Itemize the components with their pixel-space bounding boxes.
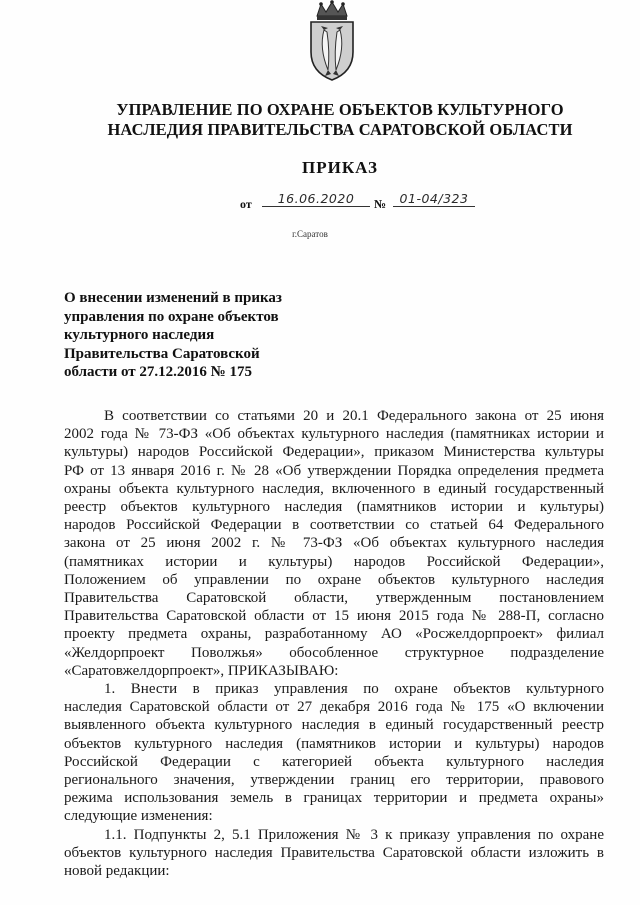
number-value: 01-04/323 [393, 191, 475, 207]
body-line: В соответствии со статьями 20 и 20.1 Федерального закона от 25 июня [104, 408, 604, 424]
body-line: РФ от 13 января 2016 г. № 28 «Об утверждении Порядка определения предмета [64, 462, 604, 479]
agency-name-line: НАСЛЕДИЯ ПРАВИТЕЛЬСТВА САРАТОВСКОЙ ОБЛАСТИ [107, 120, 573, 139]
agency-name [60, 100, 620, 140]
body-line: 1.1. Подпункты 2, 5.1 Приложения № 3 к приказу управления по охране [104, 826, 604, 843]
body-line: 1. Внести в приказ управления по охране объектов культурного [104, 681, 604, 698]
body-line: реестр объектов культурного наследия (памятников истории и культуры) [64, 499, 604, 516]
body-line: Правительства Саратовской области, утвержденным постановлением [64, 590, 604, 607]
body-line: новой редакции: [64, 863, 170, 880]
body-line: закона от 25 июня 2002 г. № 73-ФЗ «Об объектах культурного наследия [64, 535, 604, 552]
subject-line: культурного наследия [64, 327, 215, 344]
subject-line: Правительства Саратовской [64, 345, 260, 362]
saratov-coat-of-arms-icon [297, 0, 367, 82]
city-label: г.Саратов [292, 229, 328, 239]
body-line: Положением об управлении по охране объектов культурного наследия [64, 571, 604, 588]
body-line: «Желдорпроект Поволжья» обособленное структурное подразделение [64, 644, 604, 661]
document-type: ПРИКАЗ [302, 158, 378, 177]
body-line: выявленного объекта культурного наследия в единый государственный реестр [64, 717, 604, 734]
subject-line: области от 27.12.2016 № 175 [64, 364, 252, 381]
body-line: следующие изменения: [64, 808, 213, 825]
date-label: от [240, 197, 252, 211]
body-line: режима использования земель в границах территории и предмета охраны» [64, 790, 604, 807]
body-line: культуры) народов Российской Федерации», приказом Министерства культуры [64, 444, 604, 461]
body-line: проекту предмета охраны, разработанному АО «Росжелдорпроект» филиал [64, 626, 604, 643]
body-line: объектов культурного наследия Правительства Саратовской области изложить в [64, 844, 604, 861]
body-line: Правительства Саратовской области от 15 июня 2015 года № 288-П, согласно [64, 608, 604, 625]
order-body [64, 407, 604, 880]
body-line: наследия Саратовской области от 27 декабря 2016 года № 175 «О включении [64, 699, 604, 716]
body-line: Российской Федерации с категорией объекта культурного наследия [64, 753, 604, 770]
order-subject [64, 289, 364, 382]
body-line: регионального значения, утверждении границ его территории, правового [64, 772, 604, 789]
body-line: охраны объекта культурного наследия, включенного в единый государственный [64, 480, 604, 497]
date-number-row [240, 193, 480, 215]
body-line: «Саратовжелдорпроект», ПРИКАЗЫВАЮ: [64, 662, 339, 679]
subject-line: О внесении изменений в приказ [64, 290, 282, 306]
body-line: 2002 года № 73-ФЗ «Об объектах культурного наследия (памятниках истории и [64, 426, 604, 443]
subject-line: управления по охране объектов [64, 308, 279, 325]
number-label: № [374, 197, 387, 211]
body-line: народов Российской Федерации в соответствии со статьей 64 Федерального [64, 517, 604, 534]
body-line: (памятниках истории и культуры) народов Российской Федерации», [64, 553, 604, 570]
agency-name-line: УПРАВЛЕНИЕ ПО ОХРАНЕ ОБЪЕКТОВ КУЛЬТУРНОГО [116, 100, 564, 119]
date-value: 16.06.2020 [262, 191, 370, 207]
body-line: объектов культурного наследия (памятников истории и культуры) народов [64, 735, 604, 752]
